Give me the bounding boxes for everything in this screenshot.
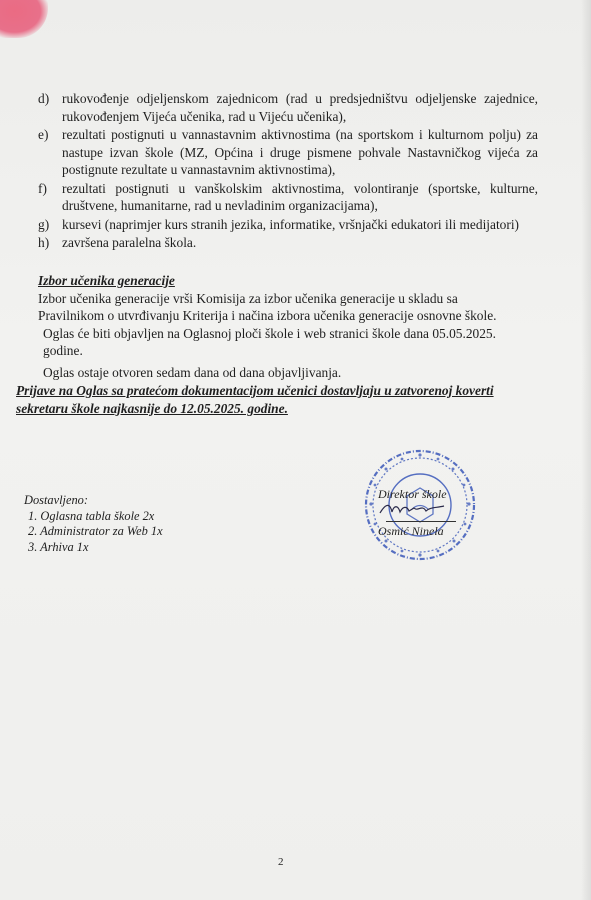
page-number: 2 — [278, 856, 284, 868]
signature-name: Osmić Ninela — [378, 524, 444, 538]
list-item-text: rezultati postignuti u vannastavnim aktivnostima (na sportskom i kulturnom polju) za nastupe izvan škole (MZ, Općina i druge pismene pohvale Nastavničkog vijeća za postignute rezultate u vannastavnim aktivnostima), — [62, 127, 538, 177]
list-item — [38, 180, 538, 215]
section-paragraph-publication: Oglas će biti objavljen na Oglasnoj ploči škole i web stranici škole dana 05.05.2025. godine. — [43, 325, 496, 359]
criteria-list — [38, 90, 538, 253]
list-item-text: kursevi (naprimjer kurs stranih jezika, informatike, vršnjački edukatori ili medijatori) — [62, 216, 520, 232]
page-edge-shadow — [581, 0, 591, 900]
distribution-list — [24, 493, 163, 555]
list-item — [38, 126, 538, 179]
distribution-heading: Dostavljeno: — [24, 493, 89, 507]
list-marker: h) — [38, 235, 50, 250]
list-item-text: rukovođenje odjeljenskom zajednicom (rad u predsjedništvu odjeljenske zajednice, rukovođenjem Vijeća učenika, rad u Vijeću učenika), — [62, 91, 538, 124]
list-marker: g) — [38, 216, 50, 232]
handwritten-signature — [378, 502, 448, 516]
list-marker: f) — [38, 180, 47, 196]
list-marker: e) — [38, 127, 49, 142]
student-of-generation-section — [38, 272, 508, 382]
signature-role: Direktor škole — [378, 487, 447, 501]
director-signature-block — [378, 487, 473, 539]
list-marker: d) — [38, 91, 50, 106]
list-item-text: završena paralelna škola. — [62, 235, 197, 250]
list-item-text: rezultati postignuti u vanškolskim aktivnostima, volontiranje (sportske, kulturne, društvene, humanitarne, rad u nevladinim organizacijama), — [62, 180, 538, 213]
distribution-item: 3. Arhiva 1x — [28, 539, 89, 554]
list-item — [38, 216, 538, 234]
application-deadline-notice: Prijave na Oglas sa pratećom dokumentacijom učenici dostavljaju u zatvorenoj koverti sekretaru škole najkasnije do 12.05.2025. godine. — [16, 383, 494, 416]
section-paragraph-open-period: Oglas ostaje otvoren sedam dana od dana objavljivanja. — [43, 364, 342, 380]
section-paragraph-commission: Izbor učenika generacije vrši Komisija za izbor učenika generacije u skladu sa Pravilnikom o utvrđivanju Kriterija i načina izbora učenika generacije osnovne škole. — [38, 290, 497, 324]
list-item — [38, 90, 538, 125]
list-item — [38, 234, 538, 252]
distribution-item: 2. Administrator za Web 1x — [28, 524, 163, 538]
pink-corner-mark — [0, 0, 48, 38]
distribution-item: 1. Oglasna tabla škole 2x — [28, 508, 155, 523]
section-title: Izbor učenika generacije — [38, 273, 175, 288]
